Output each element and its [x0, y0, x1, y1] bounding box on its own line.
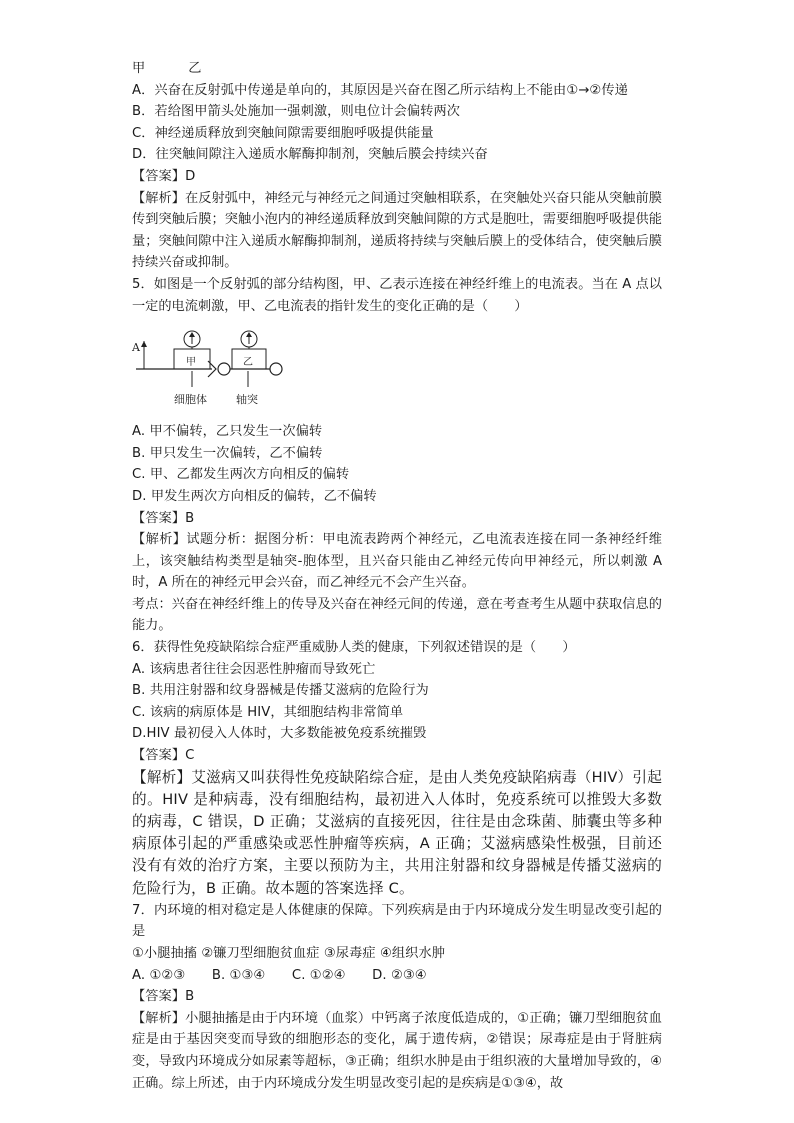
q4-option-d: D．往突触间隙注入递质水解酶抑制剂，突触后膜会持续兴奋 — [132, 147, 488, 163]
q7-items: ①小腿抽搐 ②镰刀型细胞贫血症 ③尿毒症 ④组织水肿 — [132, 946, 446, 962]
q5-option-c: C. 甲、乙都发生两次方向相反的偏转 — [132, 467, 350, 483]
q7-analysis: 【解析】小腿抽搐是由于内环境（血浆）中钙离子浓度低造成的，①正确；镰刀型细胞贫血症是由于基因突变而导致的细胞形态的变化，属于遗传病，②错误；尿毒症是由于肾脏病变，导致内环境成分如尿素等超标，③正确；组织水肿是由于组织液的大量增加导致的，④正确。综上所述，由于内环境成分发生明显改变引起的是疾病是①③④，故 — [132, 1010, 662, 1091]
q4-option-c: C．神经递质释放到突触间隙需要细胞呼吸提供能量 — [132, 125, 434, 141]
label-jia: 甲 — [186, 357, 196, 369]
q4-option-b: B．若给图甲箭头处施加一强刺激，则电位计会偏转两次 — [132, 104, 461, 120]
q6-option-b: B. 共用注射器和纹身器械是传播艾滋病的危险行为 — [132, 683, 429, 699]
figure-labels: 甲 乙 — [132, 61, 202, 76]
q5-option-a: A. 甲不偏转，乙只发生一次偏转 — [132, 424, 323, 440]
document-page — [132, 58, 662, 1094]
q7-stem: 7．内环境的相对稳定是人体健康的保障。下列疾病是由于内环境成分发生明显改变引起的是 — [132, 902, 662, 940]
q5-answer: 【答案】B — [132, 510, 195, 526]
label-yi: 乙 — [243, 357, 253, 369]
q4-analysis: 【解析】在反射弧中，神经元与神经元之间通过突触相联系，在突触处兴奋只能从突触前膜传到突触后膜；突触小泡内的神经递质释放到突触间隙的方式是胞吐，需要细胞呼吸提供能量；突触间隙中注入递质水解酶抑制剂，递质将持续与突触后膜上的受体结合，使突触后膜持续兴奋或抑制。 — [132, 190, 662, 271]
reflex-arc-diagram — [132, 327, 292, 415]
q7-choices: A. ①②③ B. ①③④ C. ①②④ D. ②③④ — [132, 967, 427, 983]
q6-option-d: D.HIV 最初侵入人体时，大多数能被免疫系统摧毁 — [132, 726, 427, 742]
q5-option-d: D. 甲发生两次方向相反的偏转，乙不偏转 — [132, 488, 377, 504]
q5-option-b: B. 甲只发生一次偏转，乙不偏转 — [132, 445, 323, 461]
q6-option-c: C. 该病的病原体是 HIV，其细胞结构非常简单 — [132, 704, 404, 720]
q6-option-a: A. 该病患者往往会因恶性肿瘤而导致死亡 — [132, 661, 376, 677]
q6-stem: 6．获得性免疫缺陷综合症严重威胁人类的健康，下列叙述错误的是（ ） — [132, 640, 576, 656]
q5-stem: 5．如图是一个反射弧的部分结构图，甲、乙表示连接在神经纤维上的电流表。当在 A 点以一定的电流刺激，甲、乙电流表的指针发生的变化正确的是（ ） — [132, 276, 662, 314]
q6-analysis: 【解析】艾滋病又叫获得性免疫缺陷综合症，是由人类免疫缺陷病毒（HIV）引起的。HIV 是种病毒，没有细胞结构，最初进入人体时，免疫系统可以推毁大多数的病毒，C 错误，D 正确；艾滋病的直接死因，往往是由念珠菌、肺囊虫等多种病原体引起的严重感染或恶性肿瘤等疾病，A 正确；艾滋病感染性极强，目前还没有有效的治疗方案，主要以预防为主，共用注射器和纹身器械是传播艾滋病的危险行为，B 正确。故本题的答案选择 C。 — [132, 768, 662, 897]
label-a: A — [132, 341, 140, 355]
label-cell-body: 细胞体 — [174, 393, 207, 407]
q4-answer: 【答案】D — [132, 168, 196, 184]
q7-answer: 【答案】B — [132, 989, 195, 1005]
label-axon: 轴突 — [236, 393, 258, 407]
q5-analysis: 【解析】试题分析：据图分析：甲电流表跨两个神经元，乙电流表连接在同一条神经纤维上，该突触结构类型是轴突-胞体型，且兴奋只能由乙神经元传向甲神经元，所以刺激 A时，A 所在的神经元甲会兴奋，而乙神经元不会产生兴奋。 — [132, 532, 662, 591]
q4-option-a: A．兴奋在反射弧中传递是单向的，其原因是兴奋在图乙所示结构上不能由①→②传递 — [132, 82, 628, 98]
q5-note: 考点：兴奋在神经纤维上的传导及兴奋在神经元间的传递，意在考查考生从题中获取信息的能力。 — [132, 596, 662, 634]
q6-answer: 【答案】C — [132, 748, 195, 764]
reflex-arc-figure — [132, 327, 292, 415]
